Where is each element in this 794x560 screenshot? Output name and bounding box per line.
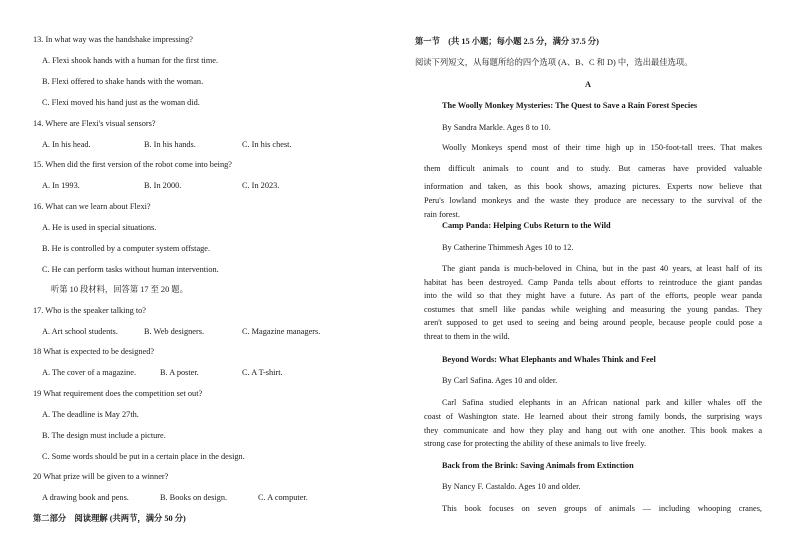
section-1-heading: 第一节 (共 15 小题；每小题 2.5 分，满分 37.5 分) bbox=[415, 37, 599, 46]
question-15-option-a: A. In 1993. bbox=[42, 181, 80, 190]
book-1-description bbox=[424, 138, 762, 180]
question-18-stem: 18 What is expected to be designed? bbox=[33, 347, 155, 356]
question-13-option-c: C. Flexi moved his hand just as the woman did. bbox=[42, 98, 200, 107]
book-3-author: By Carl Safina. Ages 10 and older. bbox=[442, 376, 558, 385]
book-2-line: The giant panda is much-beloved in China, but in the past 40 years, at least half of its bbox=[442, 264, 762, 273]
passage-letter: A bbox=[585, 80, 591, 89]
book-2-title: Camp Panda: Helping Cubs Return to the Wild bbox=[442, 221, 611, 230]
book-1-description-cont bbox=[424, 180, 762, 222]
book-3-line: strong case for protecting the ability of these animals to live freely. bbox=[424, 439, 647, 449]
question-19-option-a: A. The deadline is May 27th. bbox=[42, 410, 139, 419]
question-15-stem: 15. When did the first version of the robot come into being? bbox=[33, 160, 232, 169]
book-3-line: coast of Washington state. He learned about their strong family bonds, the surprising ways bbox=[424, 411, 762, 421]
question-19-option-c: C. Some words should be put in a certain place in the design. bbox=[42, 452, 245, 461]
question-15-option-b: B. In 2000. bbox=[144, 181, 182, 190]
book-4-author: By Nancy F. Castaldo. Ages 10 and older. bbox=[442, 482, 581, 491]
question-13-option-b: B. Flexi offered to shake hands with the woman. bbox=[42, 77, 204, 86]
question-18-option-c: C. A T-shirt. bbox=[242, 368, 283, 377]
book-3-title: Beyond Words: What Elephants and Whales Think and Feel bbox=[442, 355, 656, 364]
book-1-line: Peru's lowland monkeys and the waste they produce are necessary to the survival of the bbox=[424, 196, 762, 205]
question-20-option-a: A drawing book and pens. bbox=[42, 493, 129, 502]
question-14-option-c: C. In his chest. bbox=[242, 140, 292, 149]
book-1-line: Woolly Monkeys spend most of their time high up in 150-foot-tall trees. That makes bbox=[442, 143, 762, 152]
question-13-option-a: A. Flexi shook hands with a human for the first time. bbox=[42, 56, 219, 65]
question-16-option-a: A. He is used in special situations. bbox=[42, 223, 157, 232]
question-18-option-a: A. The cover of a magazine. bbox=[42, 368, 137, 377]
question-20-option-c: C. A computer. bbox=[258, 493, 308, 502]
listening-instruction: 听第 10 段材料，回答第 17 至 20 题。 bbox=[51, 285, 188, 294]
question-15-option-c: C. In 2023. bbox=[242, 181, 280, 190]
book-1-title: The Woolly Monkey Mysteries: The Quest to Save a Rain Forest Species bbox=[442, 101, 698, 110]
book-2-line: costumes that smell like pandas while weighing and measuring the young pandas. They bbox=[424, 304, 762, 314]
book-2-line: into the wild so that they might have a future. As part of the efforts, people wear panda bbox=[424, 291, 762, 301]
question-13-stem: 13. In what way was the handshake impressing? bbox=[33, 35, 193, 44]
question-20-stem: 20 What prize will be given to a winner? bbox=[33, 472, 169, 481]
question-16-stem: 16. What can we learn about Flexi? bbox=[33, 202, 151, 211]
question-17-option-c: C. Magazine managers. bbox=[242, 327, 321, 336]
book-1-line: information and taken, as this book shows, amazing pictures. Experts now believe that bbox=[424, 182, 762, 191]
question-14-option-b: B. In his hands. bbox=[144, 140, 196, 149]
question-19-option-b: B. The design must include a picture. bbox=[42, 431, 166, 440]
reading-directions: 阅读下列短文，从每题所给的四个选项 (A、B、C 和 D) 中，选出最佳选项。 bbox=[415, 58, 693, 67]
question-20-option-b: B. Books on design. bbox=[160, 493, 228, 502]
question-16-option-b: B. He is controlled by a computer system offstage. bbox=[42, 244, 211, 253]
book-4-title: Back from the Brink: Saving Animals from Extinction bbox=[442, 461, 634, 470]
question-14-option-a: A. In his head. bbox=[42, 140, 91, 149]
question-18-option-b: B. A poster. bbox=[160, 368, 199, 377]
question-16-option-c: C. He can perform tasks without human intervention. bbox=[42, 265, 219, 274]
book-3-description bbox=[424, 396, 762, 451]
question-17-option-b: B. Web designers. bbox=[144, 327, 205, 336]
book-4-description bbox=[424, 502, 762, 516]
book-2-line: habitat has been destroyed. Camp Panda tells about efforts to reintroduce the giant pandas bbox=[424, 277, 762, 287]
book-2-line: aren't supposed to get used to seeing and being around people, because people could pose a bbox=[424, 318, 762, 328]
question-17-option-a: A. Art school students. bbox=[42, 327, 118, 336]
book-3-line: Carl Safina studied elephants in an African national park and killer whales off the bbox=[442, 398, 762, 407]
question-14-stem: 14. Where are Flexi's visual sensors? bbox=[33, 119, 156, 128]
question-19-stem: 19 What requirement does the competition set out? bbox=[33, 389, 203, 398]
book-2-author: By Catherine Thimmesh Ages 10 to 12. bbox=[442, 243, 574, 252]
book-2-description bbox=[424, 262, 762, 344]
book-1-line: them difficult animals to count and to study. But cameras have provided valuable bbox=[424, 163, 762, 173]
part-2-heading: 第二部分 阅读理解 (共两节，满分 50 分) bbox=[33, 514, 186, 523]
book-4-line: This book focuses on seven groups of animals — including whooping cranes, bbox=[442, 504, 762, 513]
book-1-author: By Sandra Markle. Ages 8 to 10. bbox=[442, 123, 551, 132]
question-17-stem: 17. Who is the speaker talking to? bbox=[33, 306, 146, 315]
book-3-line: they communicate and how they play and hang out with one another. This book makes a bbox=[424, 425, 762, 435]
book-2-line: threat to them in the wild. bbox=[424, 331, 510, 341]
book-1-line: rain forest. bbox=[424, 210, 460, 219]
